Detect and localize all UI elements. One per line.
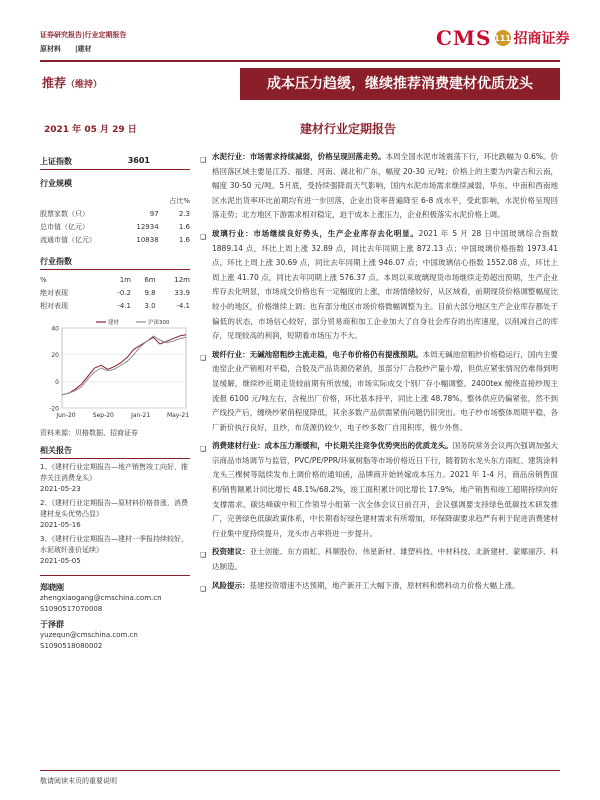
plot-frame [62, 328, 186, 408]
chart-source: 资料来源：贝格数据、招商证券 [40, 429, 138, 437]
index-row [40, 150, 190, 170]
x-tick-label: Jun-20 [56, 412, 76, 419]
logo-ball: 111 [495, 30, 511, 46]
x-tick-label: May-21 [166, 412, 190, 419]
rating: 推荐（维持） [42, 76, 103, 90]
y-tick-label: 20 [51, 352, 59, 360]
report-subtitle: 建材行业定期报告 [300, 122, 397, 136]
analyst: 于泽群 yuzequn@cmschina.com.cn S1090518080002 [40, 620, 138, 650]
analysts [40, 575, 190, 652]
square-bullet-icon: ❑ [200, 445, 207, 454]
table-header: % 1m 6m 12m [40, 275, 190, 284]
title-banner [40, 68, 560, 100]
square-bullet-icon: ❑ [200, 551, 207, 560]
sector: 原材料 |建材 [40, 45, 92, 53]
index-chart-svg [40, 314, 190, 424]
report-date: 2021 年 05 月 29 日 [44, 125, 137, 135]
table-row: 总市值（亿元） 12934 1.6 [40, 222, 190, 231]
legend-label: 建材 [108, 320, 120, 326]
paragraph-risk: ❑ 风险提示：基建投资增速不达预期，地产新开工大幅下滑，原材料和燃料动力价格大幅上涨。 [200, 579, 558, 594]
footer-note: 敬请阅读末页的重要说明 [40, 777, 117, 785]
series-line-1 [62, 336, 186, 395]
scale-col: 占比% [169, 196, 190, 205]
logo-cms: CMS [436, 26, 492, 50]
list-item: 3、《建材行业定期报告—建材一季报持续较好，水泥玻纤涨价延续》 2021-05-05 [40, 535, 188, 565]
analyst: 郑晓刚 zhengxiaogang@cmschina.com.cn S1090517070008 [40, 583, 162, 613]
table-row: 绝对表现 -0.2 9.8 33.9 [40, 288, 190, 297]
scale-table [40, 194, 190, 246]
perf-table [40, 273, 190, 312]
table-row: 相对表现 -4.1 3.0 -4.1 [40, 301, 190, 310]
sidebar [40, 150, 190, 652]
index-chart [40, 314, 190, 424]
list-item: 1、《建材行业定期报告—地产销售竣工向好，推荐关注消费龙头》 2021-05-23 [40, 463, 188, 493]
y-tick-label: 40 [51, 325, 59, 333]
rating-note: （维持） [66, 80, 103, 90]
list-item: 2、《建材行业定期报告—原材料价格普涨，消费建材龙头优势凸显》 2021-05-16 [40, 499, 188, 529]
x-tick-label: Jan-21 [131, 412, 151, 419]
refs-title: 相关报告 [40, 445, 190, 459]
paragraph-cement: ❑ 水泥行业：市场需求持续减弱，价格呈现回落走势。本周全国水泥市场震荡下行，环比跌幅为 0.6%。价格回落区域主要是江苏、福建、河南、湖北和广东，幅度 20-30 元/吨；价格上的主要为内蒙古和云南，幅度 30-50 元/吨。5月底，受持续强降雨天气影响，国内水泥市场需求继续减弱，华东、中南和西南地区水泥出货率环比前期均有进一步回落，企业出货率普遍降至 6-8 成水平，受此影响，水泥价格呈现回落走势；北方地区下游需求相对稳定，迫于成本上涨压力，企业积极落实水泥价格上调。 [200, 152, 558, 220]
paragraph-advice: ❑ 投资建议：亚士创能、东方雨虹、科顺股份、伟星新材、雄塑科技、中材科技、北新建材、蒙娜丽莎、科达制造。 [200, 547, 559, 572]
scale-title: 行业规模 [40, 179, 72, 188]
index-value: 3601 [127, 156, 150, 165]
cms-logo [436, 26, 570, 50]
series-line-0 [62, 335, 186, 395]
table-row: 流通市值（亿元） 10838 1.6 [40, 235, 190, 244]
square-bullet-icon: ❑ [200, 156, 207, 164]
table-row: 股票家数（只） 97 2.3 [40, 209, 190, 218]
paragraph-consumer: ❑ 消费建材行业：成本压力渐缓和，中长期关注竞争优势突出的优质龙头。国务院常务会议两次强调加强大宗商品市场调节与监管，PVC/PE/PPR/环氧树脂等市场价格近日下行，随着防水龙头东方雨虹、建筑涂料龙头三棵树等陆续发布上调价格的通知函，品牌商开始转嫁成本压力。2021 年 1-4 月，商品房销售面积/销售额累计同比增长 48.1%/68.2%，竣工面积累计同比增长 17.9%，地产销售和竣工超期持续向好支撑需求。碳达峰碳中和工作领导小组第一次全体会议日前召开，会议强调要支持绿色低碳技术研发推广，完善绿色低碳政策体系，中长期看好绿色建材需求有所增加，环保降碳要求趋严有利于促进消费建材行业集中度持续提升，龙头市占率将进一步提升。 [200, 441, 559, 538]
index-label: 上证指数 [40, 157, 72, 166]
paragraph-fiberglass: ❑ 玻纤行业：无碱池窑粗纱主流走稳，电子布价格仍有提涨预期。本周无碱池窑粗纱价格稳运行，国内主要池窑企业产销相对平稳，合股及产品货源仍紧俏，虽部分厂合股纱产量小增，但供应紧张情况仍难得到明显缓解，继续纱近期走货较前期有所放缓，市场实际成交个别厂存小幅调整。2400tex 缠绕直接纱现主流报 6100 元/吨左右，含税出厂价格，环比基本持平，同比上涨 48.78%。整体供应仍偏紧张，然不到产线投产后，缠绕纱紧俏程度降低，其余多数产品供需紧俏问题仍旧突出。电子纱市场整体周期平稳，各厂新价执行良好，且纱，布货源仍较少，电子纱多数厂自用积库，极少外售。 [200, 349, 559, 432]
logo-zh: 招商证券 [513, 31, 570, 47]
report-category [40, 28, 127, 56]
footer-divider [40, 770, 560, 771]
square-bullet-icon: ❑ [200, 353, 207, 362]
perf-title: 行业指数 [40, 256, 190, 270]
y-tick-label: 0 [55, 378, 59, 386]
x-tick-label: Sep-20 [92, 412, 114, 419]
header-divider [40, 60, 560, 62]
y-tick-label: -20 [49, 405, 59, 413]
report-title: 成本压力趋缓，继续推荐消费建材优质龙头 [240, 68, 560, 100]
related-reports [40, 462, 190, 567]
report-type: 证券研究报告|行业定期报告 [40, 31, 127, 39]
square-bullet-icon: ❑ [200, 584, 207, 593]
paragraph-glass: ❑ 玻璃行业：市场继续良好势头，生产企业库存去化明显。2021 年 5 月 28 日中国玻璃综合指数 1889.14 点，环比上周上涨 32.89 点，同比去年同期上涨 872.13 点；中国玻璃价格指数 1973.41 点，环比上周上涨 30.69 点，同比去年同期上涨 946.07 点；中国玻璃信心指数 1552.08 点，环比上周上涨 41.70 点，同比去年同期上涨 576.37 点。本周以来玻璃现货市场继续走势超出预期，生产企业库存去化明显，市场成交价格也有一定幅度的上涨，市场情绪较好，从区域看，前期现货价格调整幅度比较小的地区，价格继续上调；也有部分地区市场价格微幅调整为主。目前大部分地区生产企业库存都处于偏低的状态，市场信心较好，部分贸易商和加工企业加大了自身社会库存的出库速度，以削减自己的库存，见现较高的利润，短期看市场压力不大。 [200, 228, 558, 341]
square-bullet-icon: ❑ [200, 232, 207, 241]
main-content [200, 150, 558, 597]
legend-label: 沪深300 [148, 320, 170, 326]
